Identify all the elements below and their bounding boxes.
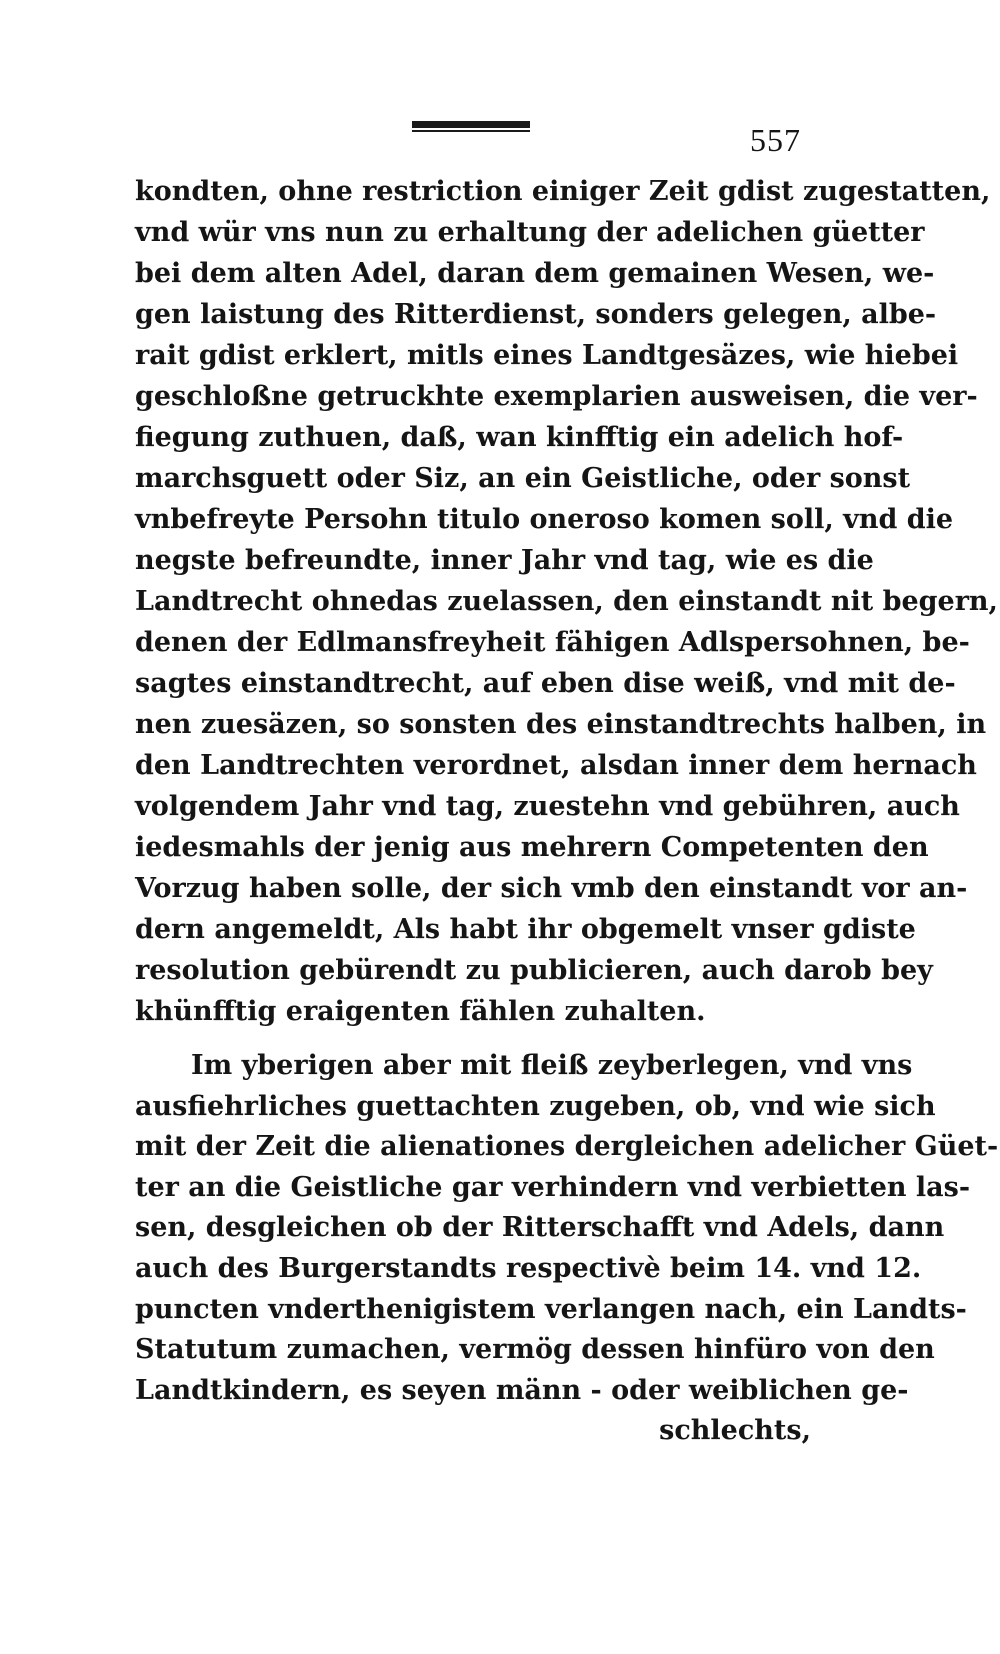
text-line: Vorzug haben solle, der sich vmb den einstandt vor an- bbox=[135, 873, 968, 904]
text-line: gen laistung des Ritterdienst, sonders gelegen, albe- bbox=[135, 299, 937, 330]
text-line: geschloßne getruckhte exemplarien ausweisen, die ver- bbox=[135, 381, 978, 412]
text-line: resolution gebürendt zu publicieren, auch darob bey bbox=[135, 955, 933, 986]
catchword: schlechts, bbox=[659, 1415, 811, 1447]
text-line: denen der Edlmansfreyheit fähigen Adlspersohnen, be- bbox=[135, 627, 970, 658]
text-line: ter an die Geistliche gar verhindern vnd verbietten las- bbox=[135, 1171, 971, 1203]
text-line: mit der Zeit die alienationes dergleichen adelicher Güet- bbox=[135, 1131, 999, 1163]
text-line: sagtes einstandtrecht, auf eben dise weiß, vnd mit de- bbox=[135, 668, 956, 699]
text-line: Landtkindern, es seyen männ - oder weiblichen ge- bbox=[135, 1374, 909, 1406]
text-line-last: khünfftig eraigenten fählen zuhalten. bbox=[135, 996, 706, 1027]
text-line: fiegung zuthuen, daß, wan kinfftig ein adelich hof- bbox=[135, 422, 904, 453]
text-line: negste befreundte, inner Jahr vnd tag, wie es die bbox=[135, 545, 874, 576]
text-line: vnd wür vns nun zu erhaltung der adelichen güetter bbox=[135, 217, 925, 248]
text-line: marchsguett oder Siz, an ein Geistliche, oder sonst bbox=[135, 463, 911, 494]
header-rule-thick bbox=[412, 121, 530, 128]
text-line: dern angemeldt, Als habt ihr obgemelt vnser gdiste bbox=[135, 914, 916, 945]
text-line: sen, desgleichen ob der Ritterschafft vnd Adels, dann bbox=[135, 1212, 945, 1244]
text-line: ausfiehrliches guettachten zugeben, ob, vnd wie sich bbox=[135, 1090, 936, 1122]
text-line: vnbefreyte Persohn titulo oneroso komen soll, vnd die bbox=[135, 504, 954, 535]
text-line: nen zuesäzen, so sonsten des einstandtrechts halben, in bbox=[135, 709, 987, 740]
paragraph-2 bbox=[135, 1046, 999, 1452]
header-rule bbox=[412, 121, 530, 132]
text-line: iedesmahls der jenig aus mehrern Competenten den bbox=[135, 832, 929, 863]
text-line-indented: Im yberigen aber mit fleiß zeyberlegen, vnd vns bbox=[191, 1050, 913, 1081]
text-line: Landtrecht ohnedas zuelassen, den einstandt nit begern, bbox=[135, 586, 998, 617]
text-line: kondten, ohne restriction einiger Zeit gdist zugestatten, bbox=[135, 176, 991, 207]
paragraph-1 bbox=[135, 171, 998, 1032]
text-line: volgendem Jahr vnd tag, zuestehn vnd gebühren, auch bbox=[135, 791, 960, 822]
page-number: 557 bbox=[750, 122, 801, 158]
text-line: auch des Burgerstandts respectivè beim 14. vnd 12. bbox=[135, 1252, 922, 1284]
text-line: rait gdist erklert, mitls eines Landtgesäzes, wie hiebei bbox=[135, 340, 959, 371]
text-line: puncten vnderthenigistem verlangen nach, ein Landts- bbox=[135, 1293, 967, 1325]
text-line: bei dem alten Adel, daran dem gemainen Wesen, we- bbox=[135, 258, 935, 289]
header-rule-thin bbox=[412, 130, 530, 132]
text-line: den Landtrechten verordnet, alsdan inner dem hernach bbox=[135, 750, 977, 781]
text-line: Statutum zumachen, vermög dessen hinfüro von den bbox=[135, 1334, 935, 1366]
